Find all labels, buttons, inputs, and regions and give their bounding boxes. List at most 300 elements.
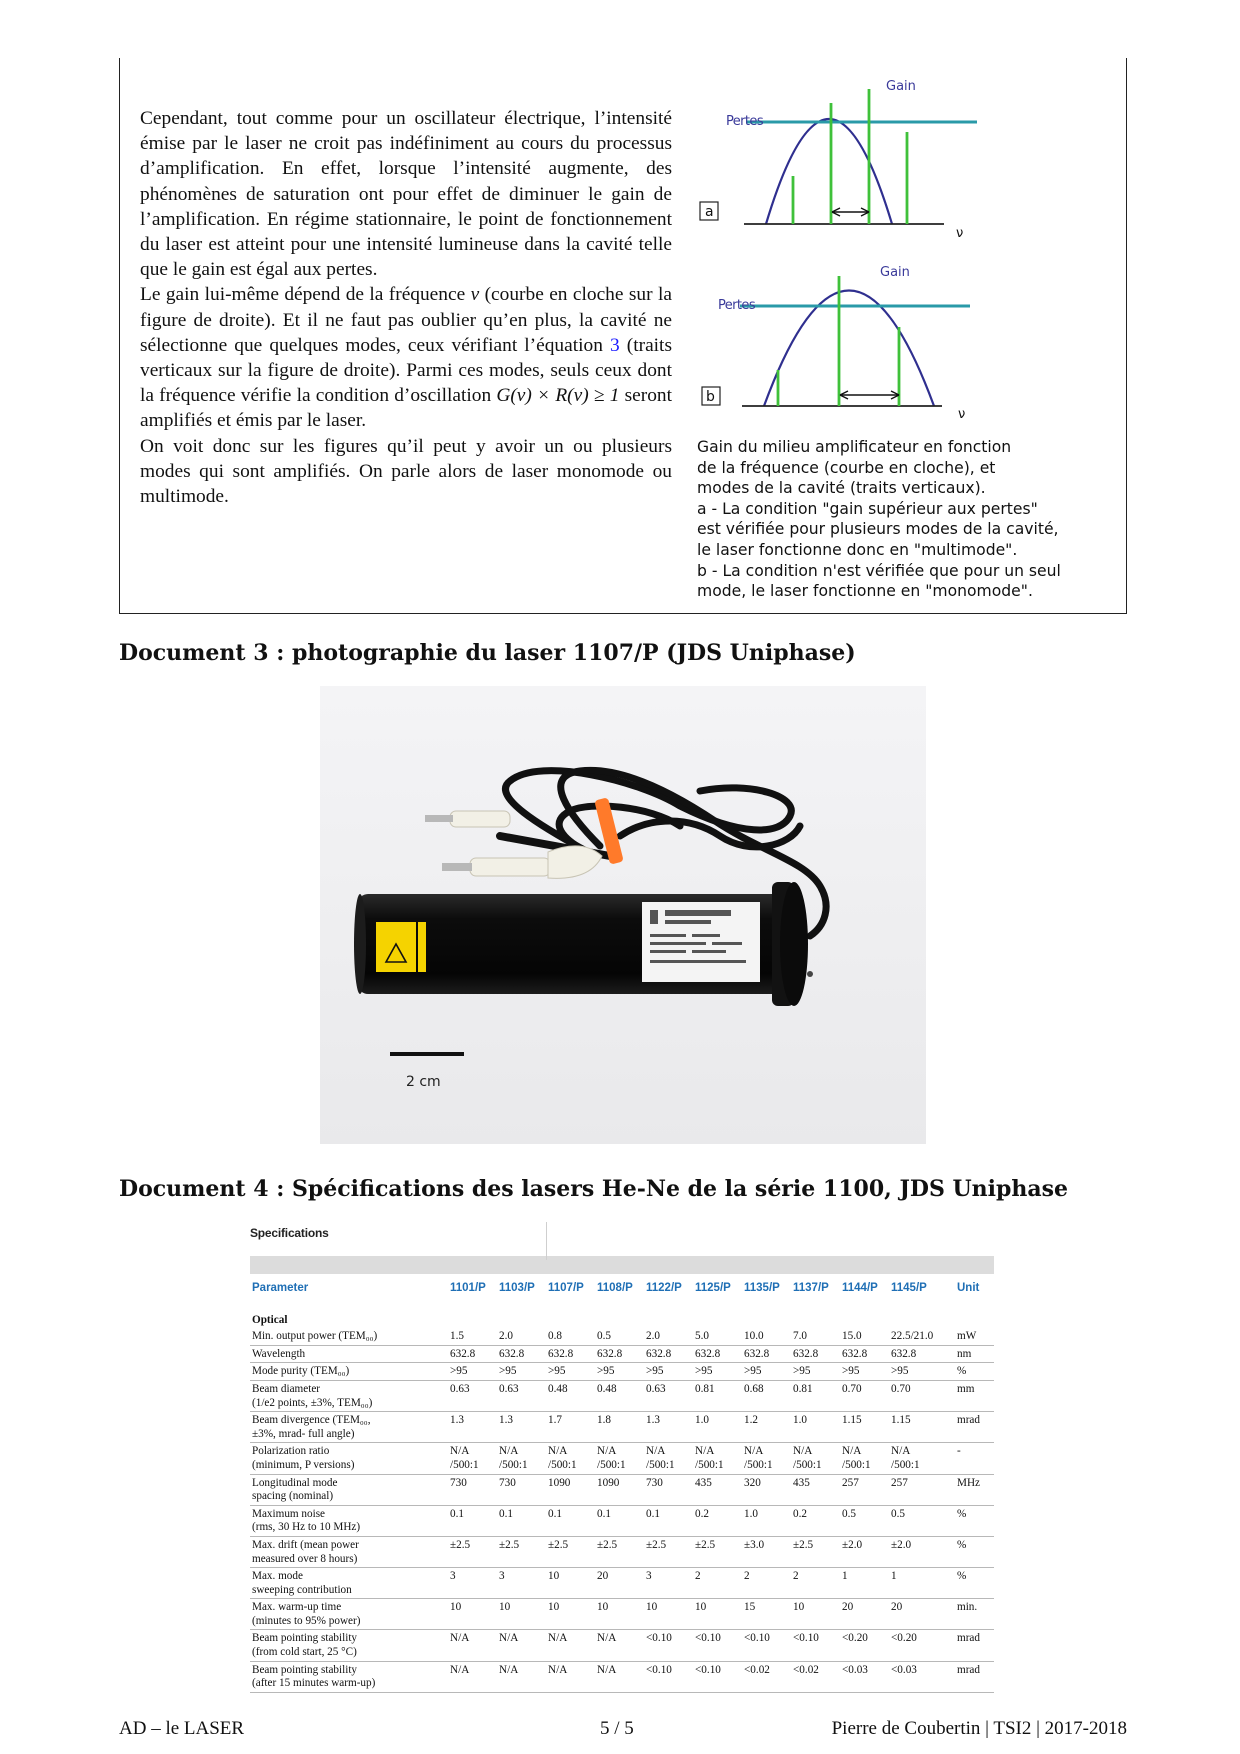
value-cell [742, 1443, 791, 1474]
value-secondary: /500:1 [548, 1458, 577, 1471]
parameter-name: Beam divergence (TEM₀₀, [252, 1414, 371, 1427]
value-cell [448, 1345, 497, 1363]
value: N/A [548, 1632, 568, 1645]
footer-left: AD – le LASER [119, 1718, 245, 1739]
paragraph-2-part-d: seront amplifiés et émis par le laser. [140, 385, 673, 432]
value-cell [595, 1412, 644, 1443]
value: 0.70 [842, 1382, 862, 1395]
parameter-cell [250, 1380, 448, 1411]
parameter-name: Max. mode [252, 1570, 303, 1583]
value: 0.70 [891, 1382, 911, 1395]
column-header: 1101/P [450, 1282, 486, 1294]
value-secondary: /500:1 [646, 1458, 675, 1471]
value: >95 [450, 1365, 468, 1378]
column-header: 1135/P [744, 1282, 780, 1294]
table-row [250, 1412, 994, 1443]
parameter-detail: ±3%, mrad- full angle) [252, 1427, 355, 1440]
value-cell [546, 1630, 595, 1661]
losses-label-a: Pertes [726, 114, 763, 129]
tube-end-cap [354, 894, 366, 994]
value: 0.5 [891, 1507, 905, 1520]
value: 0.63 [499, 1382, 519, 1395]
value: 3 [646, 1570, 652, 1583]
value-cell [693, 1474, 742, 1505]
table-row [250, 1443, 994, 1474]
column-header: 1144/P [842, 1282, 878, 1294]
value: 0.1 [548, 1507, 562, 1520]
value-cell [840, 1474, 889, 1505]
caption-line: modes de la cavité (traits verticaux). [697, 479, 986, 498]
value: 0.1 [646, 1507, 660, 1520]
specs-title: Specifications [250, 1226, 329, 1240]
group-row [250, 1310, 994, 1329]
nu-axis-label-b: ν [958, 407, 966, 420]
value: N/A [646, 1445, 666, 1458]
value: ±2.5 [548, 1538, 569, 1551]
value-cell [497, 1505, 546, 1536]
value-cell [497, 1328, 546, 1345]
parameter-cell [250, 1443, 448, 1474]
value-cell [889, 1536, 955, 1567]
value: N/A [744, 1445, 764, 1458]
value: 0.5 [842, 1507, 856, 1520]
value-cell [889, 1380, 955, 1411]
value-cell [546, 1363, 595, 1381]
paragraph-1: Cependant, tout comme pour un oscillateur électrique, l’intensité émise par le laser ne croit pas indéfiniment au cours du processus d’amplification. En effet, lorsque l’intensité augmente, des phénomènes de saturation ont pour effet de diminuer le gain de l’amplification. En régime stationnaire, le point de fonctionnement du laser est atteint pour une intensité lumineuse dans la cavité telle que le gain est égal aux pertes. [140, 108, 672, 281]
value-cell [644, 1380, 693, 1411]
value-cell [742, 1412, 791, 1443]
caption-line: a - La condition "gain supérieur aux pertes" [697, 499, 1038, 518]
parameter-cell [250, 1568, 448, 1599]
parameter-cell [250, 1599, 448, 1630]
value: N/A [793, 1445, 813, 1458]
value: 632.8 [548, 1347, 574, 1360]
parameter-cell [250, 1536, 448, 1567]
value-cell [448, 1568, 497, 1599]
parameter-name: Mode purity (TEM₀₀) [252, 1365, 350, 1378]
value-cell [546, 1505, 595, 1536]
value: 1090 [548, 1476, 571, 1489]
value-cell [889, 1474, 955, 1505]
value-cell [791, 1599, 840, 1630]
value: 22.5/21.0 [891, 1330, 934, 1343]
value: 730 [450, 1476, 467, 1489]
value-cell [742, 1568, 791, 1599]
column-header: 1103/P [499, 1282, 535, 1294]
value-cell [693, 1568, 742, 1599]
value: 15.0 [842, 1330, 862, 1343]
specs-divider [546, 1222, 547, 1260]
value-cell [448, 1412, 497, 1443]
value: <0.02 [793, 1663, 819, 1676]
value-cell [644, 1474, 693, 1505]
losses-label-b: Pertes [718, 298, 755, 313]
value-cell [644, 1328, 693, 1345]
value-cell [546, 1661, 595, 1692]
parameter-cell [250, 1345, 448, 1363]
table-row [250, 1474, 994, 1505]
value-secondary: /500:1 [597, 1458, 626, 1471]
column-header: 1125/P [695, 1282, 731, 1294]
value: <0.20 [891, 1632, 917, 1645]
column-header: 1145/P [891, 1282, 927, 1294]
gain-curve-b [764, 291, 934, 407]
value-cell [840, 1505, 889, 1536]
value-cell [791, 1505, 840, 1536]
value-cell [448, 1443, 497, 1474]
panel-a [700, 79, 977, 241]
value: 1 [891, 1570, 897, 1583]
value-cell [742, 1363, 791, 1381]
value-cell [595, 1443, 644, 1474]
value-cell [791, 1630, 840, 1661]
value: 2.0 [499, 1330, 513, 1343]
value-cell [840, 1363, 889, 1381]
value-cell [840, 1443, 889, 1474]
value-cell [742, 1345, 791, 1363]
footer-page-number: 5 / 5 [600, 1718, 634, 1739]
value-cell [889, 1443, 955, 1474]
value-cell [448, 1380, 497, 1411]
parameter-name: Max. warm-up time [252, 1601, 342, 1614]
value-secondary: /500:1 [499, 1458, 528, 1471]
caption-line: le laser fonctionne donc en "multimode". [697, 540, 1018, 559]
value-cell [693, 1536, 742, 1567]
value-cell [791, 1474, 840, 1505]
value: 5.0 [695, 1330, 709, 1343]
value: 632.8 [695, 1347, 721, 1360]
document-2-text [140, 106, 672, 509]
value: ±2.5 [499, 1538, 520, 1551]
value-cell [546, 1599, 595, 1630]
value: N/A [695, 1445, 715, 1458]
value-cell [595, 1505, 644, 1536]
value: N/A [842, 1445, 862, 1458]
unit-cell: mrad [955, 1661, 994, 1692]
value: 632.8 [450, 1347, 476, 1360]
value: 0.8 [548, 1330, 562, 1343]
value-cell [448, 1661, 497, 1692]
parameter-detail: (1/e2 points, ±3%, TEM₀₀) [252, 1396, 373, 1409]
value-cell [448, 1328, 497, 1345]
value-cell [840, 1328, 889, 1345]
parameter-name: Wavelength [252, 1347, 306, 1360]
value: <0.10 [695, 1663, 721, 1676]
value-secondary: /500:1 [891, 1458, 920, 1471]
value-cell [595, 1661, 644, 1692]
caption-line: Gain du milieu amplificateur en fonction [697, 438, 1012, 456]
value-cell [889, 1363, 955, 1381]
value: ±2.5 [695, 1538, 716, 1551]
value-cell [840, 1568, 889, 1599]
unit-cell: MHz [955, 1474, 994, 1505]
value-cell [595, 1328, 644, 1345]
unit-cell: nm [955, 1345, 994, 1363]
unit-cell: - [955, 1443, 994, 1474]
value-cell [546, 1328, 595, 1345]
value-cell [546, 1412, 595, 1443]
parameter-detail: (after 15 minutes warm-up) [252, 1677, 376, 1690]
value-cell [840, 1599, 889, 1630]
group-label: Optical [252, 1313, 288, 1326]
value-cell [644, 1536, 693, 1567]
tube-front-face [780, 882, 808, 1006]
value: <0.10 [646, 1663, 672, 1676]
value-cell [644, 1568, 693, 1599]
nu-symbol: ν [470, 284, 480, 306]
table-row [250, 1568, 994, 1599]
value: <0.10 [695, 1632, 721, 1645]
value-cell [693, 1345, 742, 1363]
value-cell [595, 1345, 644, 1363]
value: >95 [842, 1365, 860, 1378]
value-cell [889, 1412, 955, 1443]
value: 2.0 [646, 1330, 660, 1343]
value: <0.03 [891, 1663, 917, 1676]
value-cell [791, 1412, 840, 1443]
value-cell [644, 1412, 693, 1443]
value: N/A [597, 1632, 617, 1645]
value: >95 [744, 1365, 762, 1378]
value-secondary: /500:1 [744, 1458, 773, 1471]
value: ±3.0 [744, 1538, 765, 1551]
value-cell [644, 1505, 693, 1536]
table-row [250, 1630, 994, 1661]
value-cell [448, 1474, 497, 1505]
value: 15 [744, 1601, 756, 1614]
value: N/A [891, 1445, 911, 1458]
value-cell [693, 1599, 742, 1630]
value-cell [546, 1345, 595, 1363]
value-secondary: /500:1 [842, 1458, 871, 1471]
value: 1.5 [450, 1330, 464, 1343]
value-cell [791, 1661, 840, 1692]
laser-photograph [320, 686, 926, 1144]
value: <0.02 [744, 1663, 770, 1676]
parameter-cell [250, 1505, 448, 1536]
value-cell [448, 1363, 497, 1381]
value: 10 [450, 1601, 462, 1614]
value: 0.2 [793, 1507, 807, 1520]
value-cell [693, 1661, 742, 1692]
value: 2 [744, 1570, 750, 1583]
specs-header-band [250, 1256, 994, 1274]
value: ±2.5 [646, 1538, 667, 1551]
value: 0.1 [499, 1507, 513, 1520]
paragraph-2-part-a: Le gain lui-même dépend de la fréquence [140, 284, 466, 306]
value-cell [595, 1599, 644, 1630]
unit-cell: mrad [955, 1412, 994, 1443]
value: 1.8 [597, 1414, 611, 1427]
value: N/A [548, 1445, 568, 1458]
value: 10 [548, 1601, 560, 1614]
value: 0.81 [793, 1382, 813, 1395]
value-cell [840, 1630, 889, 1661]
value: <0.20 [842, 1632, 868, 1645]
value-cell [889, 1328, 955, 1345]
value: 632.8 [891, 1347, 917, 1360]
value: 7.0 [793, 1330, 807, 1343]
column-header: Parameter [252, 1282, 309, 1294]
value: 1.15 [891, 1414, 911, 1427]
document-4-heading: Document 4 : Spécifications des lasers He-Ne de la série 1100, JDS Uniphase [119, 1176, 1069, 1202]
value: <0.10 [793, 1632, 819, 1645]
value-cell [497, 1443, 546, 1474]
value: 632.8 [842, 1347, 868, 1360]
column-header: 1137/P [793, 1282, 829, 1294]
value-cell [693, 1363, 742, 1381]
value: 730 [646, 1476, 663, 1489]
value-cell [791, 1380, 840, 1411]
value: N/A [597, 1663, 617, 1676]
value: <0.03 [842, 1663, 868, 1676]
value: 1090 [597, 1476, 620, 1489]
value: 2 [793, 1570, 799, 1583]
unit-cell: mW [955, 1328, 994, 1345]
table-row [250, 1345, 994, 1363]
value-cell [693, 1328, 742, 1345]
value-cell [791, 1568, 840, 1599]
value: 0.1 [450, 1507, 464, 1520]
unit-cell: % [955, 1568, 994, 1599]
table-row [250, 1505, 994, 1536]
parameter-detail: sweeping contribution [252, 1583, 352, 1596]
value: 730 [499, 1476, 516, 1489]
value-secondary: /500:1 [695, 1458, 724, 1471]
panel-a-label: a [705, 204, 714, 220]
parameter-detail: spacing (nominal) [252, 1490, 334, 1503]
value-cell [742, 1380, 791, 1411]
value-cell [693, 1630, 742, 1661]
table-row [250, 1328, 994, 1345]
value-cell [889, 1505, 955, 1536]
laser-warning-label [376, 922, 416, 972]
value-cell [840, 1345, 889, 1363]
value: 0.2 [695, 1507, 709, 1520]
unit-cell: % [955, 1505, 994, 1536]
panel-b [702, 265, 970, 420]
value-cell [546, 1474, 595, 1505]
value-cell [497, 1568, 546, 1599]
value-cell [595, 1363, 644, 1381]
value-cell [448, 1599, 497, 1630]
value-cell [448, 1630, 497, 1661]
value: >95 [891, 1365, 909, 1378]
value: 20 [597, 1570, 609, 1583]
value: >95 [793, 1365, 811, 1378]
value: >95 [646, 1365, 664, 1378]
value-cell [595, 1536, 644, 1567]
value-cell [791, 1443, 840, 1474]
value-cell [742, 1630, 791, 1661]
value: 0.1 [597, 1507, 611, 1520]
value-cell [889, 1345, 955, 1363]
column-header: Unit [957, 1282, 980, 1294]
value: N/A [450, 1632, 470, 1645]
value: ±2.5 [793, 1538, 814, 1551]
parameter-cell [250, 1661, 448, 1692]
caption-line: mode, le laser fonctionne en "monomode". [697, 582, 1033, 601]
value-cell [889, 1630, 955, 1661]
value: 0.5 [597, 1330, 611, 1343]
column-header: 1108/P [597, 1282, 633, 1294]
gain-modes-figure [694, 70, 1024, 420]
parameter-name: Beam pointing stability [252, 1632, 358, 1645]
value: 10 [499, 1601, 511, 1614]
value-cell [840, 1380, 889, 1411]
scale-bar-label: 2 cm [406, 1074, 441, 1090]
parameter-detail: (minutes to 95% power) [252, 1614, 361, 1627]
value: 10 [793, 1601, 805, 1614]
value: 10 [695, 1601, 707, 1614]
value: 257 [842, 1476, 859, 1489]
parameter-cell [250, 1412, 448, 1443]
parameter-cell [250, 1363, 448, 1381]
value: 0.81 [695, 1382, 715, 1395]
value: 3 [499, 1570, 505, 1583]
value-cell [546, 1380, 595, 1411]
unit-cell: min. [955, 1599, 994, 1630]
value: 10 [548, 1570, 560, 1583]
gain-label-b: Gain [880, 265, 910, 280]
value: <0.10 [646, 1632, 672, 1645]
caption-line: est vérifiée pour plusieurs modes de la cavité, [697, 520, 1059, 539]
value-cell [644, 1443, 693, 1474]
parameter-detail: measured over 8 hours) [252, 1552, 358, 1565]
value-cell [742, 1328, 791, 1345]
value: 1.3 [499, 1414, 513, 1427]
value: 632.8 [793, 1347, 819, 1360]
value-cell [644, 1599, 693, 1630]
equation-reference-link[interactable]: 3 [609, 334, 620, 356]
value: ±2.5 [450, 1538, 471, 1551]
value-cell [595, 1474, 644, 1505]
value-cell [497, 1661, 546, 1692]
document-3-heading: Document 3 : photographie du laser 1107/P (JDS Uniphase) [119, 640, 856, 666]
value-cell [791, 1536, 840, 1567]
value: 2 [695, 1570, 701, 1583]
paragraph-2-part-b: (courbe en cloche sur la figure de droite). Et il ne faut pas oublier qu’en plus, la cavité ne sélectionne que quelques modes, ceux vérifiant l’équation [140, 284, 672, 356]
value: N/A [499, 1663, 519, 1676]
value-cell [693, 1412, 742, 1443]
value-cell [595, 1568, 644, 1599]
value: N/A [450, 1445, 470, 1458]
gain-curve-a [766, 119, 892, 224]
value: 435 [695, 1476, 712, 1489]
value: 1 [842, 1570, 848, 1583]
gain-label-a: Gain [886, 79, 916, 94]
value-cell [742, 1505, 791, 1536]
parameter-cell [250, 1474, 448, 1505]
figure-caption [697, 437, 1117, 602]
value-cell [497, 1380, 546, 1411]
value-cell [644, 1363, 693, 1381]
value: 632.8 [646, 1347, 672, 1360]
parameter-name: Max. drift (mean power [252, 1538, 359, 1551]
value-cell [742, 1599, 791, 1630]
value-cell [791, 1345, 840, 1363]
value-cell [546, 1568, 595, 1599]
value: 1.7 [548, 1414, 562, 1427]
value: 10.0 [744, 1330, 764, 1343]
value: 20 [891, 1601, 903, 1614]
paragraph-2-part-c: (traits verticaux sur la figure de droite). Parmi ces modes, seuls ceux dont la fréquence vérifie la condition d’oscillation [140, 334, 672, 407]
value: 320 [744, 1476, 761, 1489]
parameter-name: Beam diameter [252, 1382, 321, 1395]
value-cell [840, 1536, 889, 1567]
value-cell [693, 1505, 742, 1536]
value: >95 [548, 1365, 566, 1378]
